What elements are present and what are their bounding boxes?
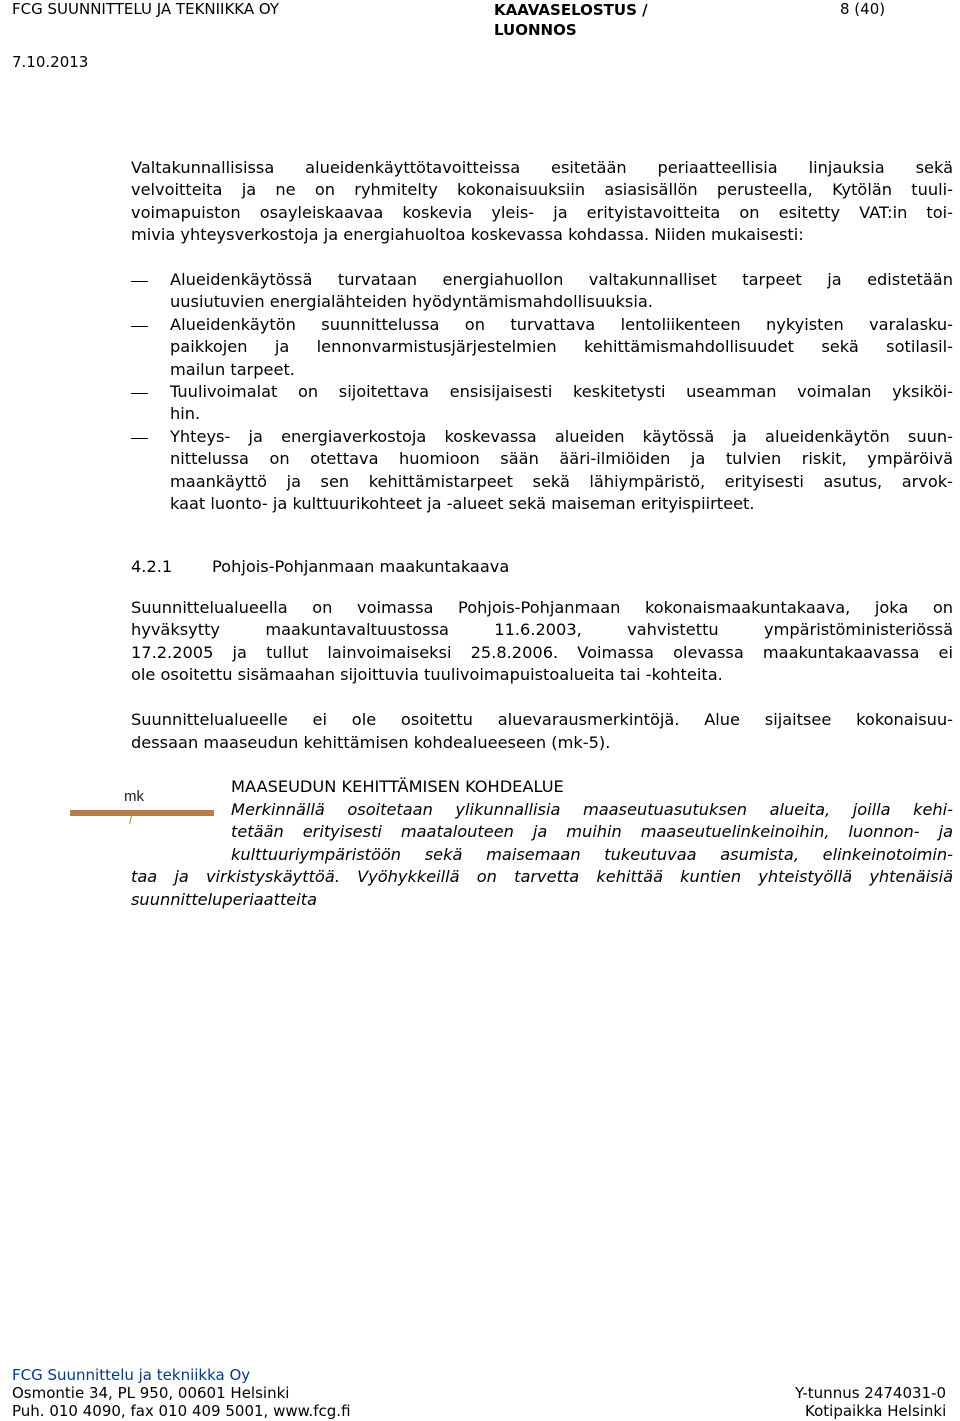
bullet-line: Yhteys- ja energiaverkostoja koskevassa alueiden käytössä ja alueidenkäytön suun- (170, 427, 953, 446)
legend-title: MAASEUDUN KEHITTÄMISEN KOHDEALUE (231, 777, 564, 796)
bullet-line: Tuulivoimalat on sijoitettava ensisijaisesti keskitetysti useamman voimalan yksiköi- (170, 382, 953, 401)
section-number: 4.2.1 (131, 557, 173, 576)
bullet-line: Alueidenkäytössä turvataan energiahuollon valtakunnalliset tarpeet ja edistetään (170, 270, 953, 289)
intro-line: Valtakunnallisissa alueidenkäyttötavoitteissa esitetään periaatteellisia linjauksia sekä (131, 158, 953, 177)
document-date: 7.10.2013 (12, 53, 89, 71)
legend-symbol (70, 788, 214, 828)
paragraph-line: hyväksytty maakuntavaltuustossa 11.6.2003, vahvistettu ympäristöministeriössä (131, 620, 953, 639)
bullet-line: kaat luonto- ja kulttuurikohteet ja -alueet sekä maiseman erityispiirteet. (170, 494, 755, 513)
dash-bullet-icon (131, 281, 148, 282)
paragraph-line: dessaan maaseudun kehittämisen kohdealueeseen (mk-5). (131, 733, 611, 752)
dash-bullet-icon (131, 438, 148, 439)
header-company: FCG SUUNNITTELU JA TEKNIIKKA OY (12, 0, 280, 18)
footer-business-id: Y-tunnus 2474031-0 (795, 1384, 947, 1402)
legend-line-icon (70, 810, 214, 816)
legend-desc-line: kulttuuriympäristöön sekä maisemaan tukeutuvaa asumista, elinkeinotoimin- (231, 845, 953, 864)
intro-line: velvoitteita ja ne on ryhmitelty kokonaisuuksiin asiasisällön perusteella, Kytölän tuuli- (131, 180, 953, 199)
document-type-line2: LUONNOS (494, 21, 577, 39)
bullet-line: hin. (170, 404, 201, 423)
document-type-title (494, 0, 648, 40)
legend-tick-icon (129, 816, 132, 824)
footer-contact: Puh. 010 4090, fax 010 409 5001, www.fcg.fi (12, 1402, 351, 1420)
dash-bullet-icon (131, 326, 148, 327)
document-type-line1: KAAVASELOSTUS / (494, 1, 648, 19)
legend-symbol-label: mk (124, 788, 144, 805)
bullet-line: paikkojen ja lennonvarmistusjärjestelmien kehittämismahdollisuudet sekä sotilasil- (170, 337, 953, 356)
legend-desc-line: tetään erityisesti maatalouteen ja muihin maaseutuelinkeinoihin, luonnon- ja (231, 822, 953, 841)
paragraph-line: 17.2.2005 ja tullut lainvoimaiseksi 25.8.2006. Voimassa olevassa maakuntakaavassa ei (131, 643, 953, 662)
section-title: Pohjois-Pohjanmaan maakuntakaava (212, 557, 510, 576)
intro-line: mivia yhteysverkostoja ja energiahuoltoa koskevassa kohdassa. Niiden mukaisesti: (131, 225, 804, 244)
paragraph-line: Suunnittelualueelle ei ole osoitettu aluevarausmerkintöjä. Alue sijaitsee kokonaisuu- (131, 710, 953, 729)
footer-address: Osmontie 34, PL 950, 00601 Helsinki (12, 1384, 290, 1402)
intro-line: voimapuiston osayleiskaavaa koskevia yleis- ja erityistavoitteita on esitetty VAT:in toi- (131, 203, 953, 222)
legend-desc-line: Merkinnällä osoitetaan ylikunnallisia maaseutuasutuksen alueita, joilla kehi- (231, 800, 953, 819)
dash-bullet-icon (131, 393, 148, 394)
page-number: 8 (40) (840, 0, 886, 18)
legend-desc-line: taa ja virkistyskäyttöä. Vyöhykkeillä on tarvetta kehittää kuntien yhteistyöllä yhtenäisiä (131, 867, 953, 886)
footer-company: FCG Suunnittelu ja tekniikka Oy (12, 1366, 251, 1384)
bullet-line: nittelussa on otettava huomioon sään ääri-ilmiöiden ja tulvien riskit, ympäröivä (170, 449, 953, 468)
bullet-line: uusiutuvien energialähteiden hyödyntämismahdollisuuksia. (170, 292, 653, 311)
legend-desc-line: suunnitteluperiaatteita (131, 890, 318, 909)
bullet-line: Alueidenkäytön suunnittelussa on turvattava lentoliikenteen nykyisten varalasku- (170, 315, 953, 334)
paragraph-line: ole osoitettu sisämaahan sijoittuvia tuulivoimapuistoalueita tai -kohteita. (131, 665, 723, 684)
bullet-line: mailun tarpeet. (170, 360, 295, 379)
paragraph-line: Suunnittelualueella on voimassa Pohjois-Pohjanmaan kokonaismaakuntakaava, joka on (131, 598, 953, 617)
footer-domicile: Kotipaikka Helsinki (805, 1402, 947, 1420)
bullet-line: maankäyttö ja sen kehittämistarpeet sekä lähiympäristö, erityisesti asutus, arvok- (170, 472, 953, 491)
